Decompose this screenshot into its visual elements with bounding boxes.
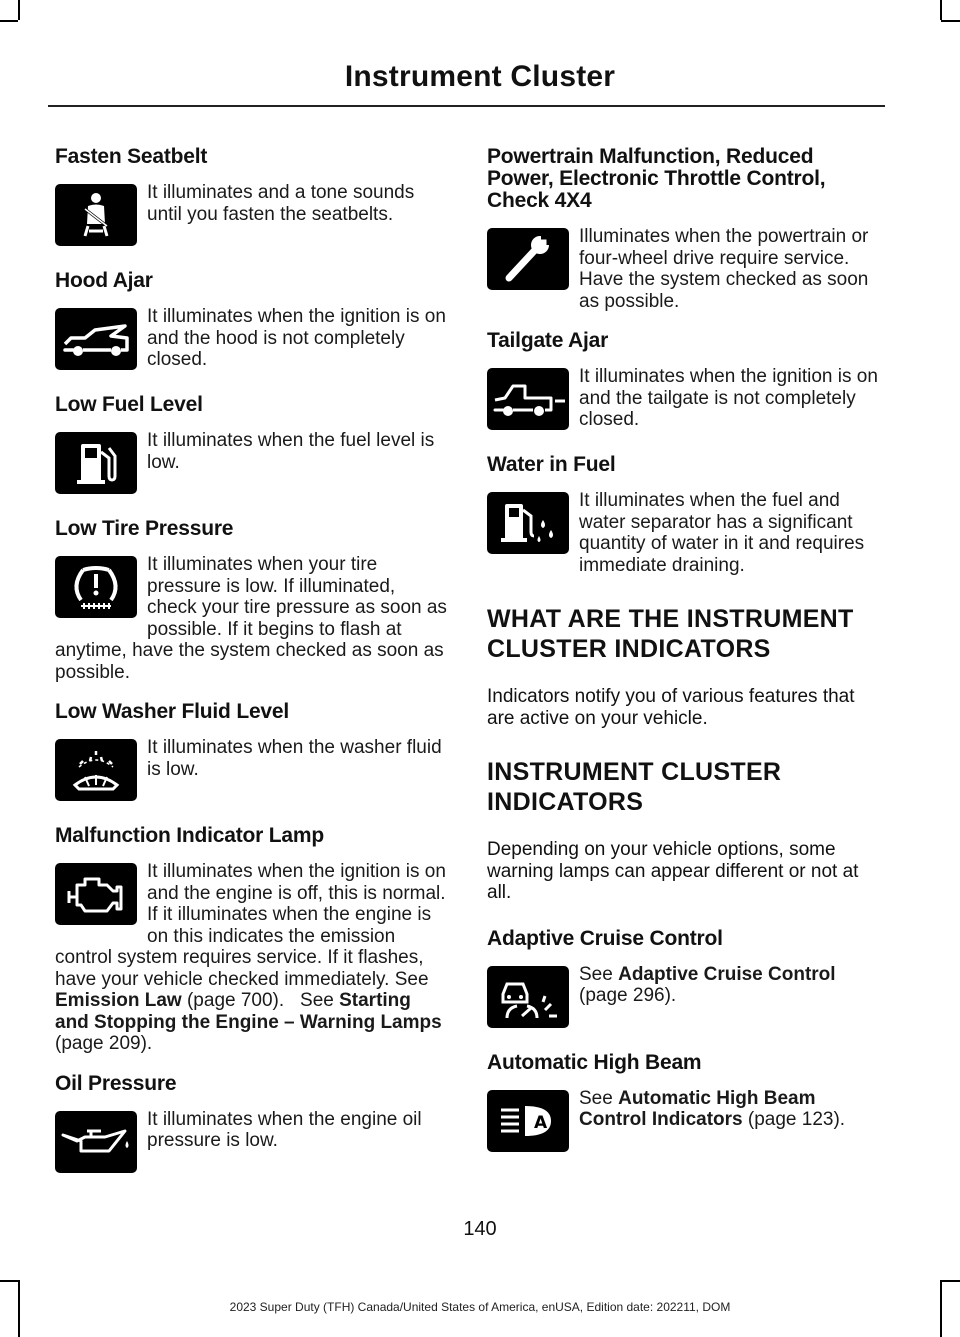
entry-title: Fasten Seatbelt bbox=[55, 145, 208, 168]
entry-title: Oil Pressure bbox=[55, 1071, 177, 1095]
crop-mark bbox=[0, 1280, 18, 1282]
warning-entry-low-tire-pressure bbox=[55, 518, 447, 683]
water-in-fuel-icon bbox=[487, 492, 569, 554]
section-heading: INSTRUMENT CLUSTER INDICATORS bbox=[487, 758, 782, 816]
entry-title: Low Tire Pressure bbox=[55, 517, 234, 540]
entry-text: It illuminates when the ignition is on and the tailgate is not completely closed. bbox=[579, 366, 878, 430]
cross-reference-link[interactable]: Automatic High Beam Control Indicators bbox=[579, 1087, 816, 1130]
crop-mark bbox=[18, 0, 20, 20]
page-header-title: Instrument Cluster bbox=[344, 60, 616, 93]
section-heading: WHAT ARE THE INSTRUMENT CLUSTER INDICATORS bbox=[487, 605, 854, 663]
header-divider bbox=[48, 105, 885, 107]
page-reference: (page 700). bbox=[186, 990, 285, 1011]
entry-text-main: It illuminates when the ignition is on and the engine is off, this is normal. If it illuminates when the engine is on this indicates the emission control system requires service. If it flashes, have your vehicle checked immediately. bbox=[55, 861, 446, 990]
cross-reference-link[interactable]: Emission Law bbox=[55, 990, 182, 1011]
washer-fluid-icon bbox=[55, 739, 137, 801]
warning-entry-powertrain-malfunction bbox=[487, 146, 879, 312]
crop-mark bbox=[0, 20, 18, 22]
left-column bbox=[55, 146, 447, 1197]
entry-title: Low Fuel Level bbox=[55, 393, 203, 416]
tailgate-ajar-icon bbox=[487, 368, 569, 430]
fuel-pump-icon bbox=[55, 432, 137, 494]
entry-text: It illuminates when the engine oil pressure is low. bbox=[147, 1108, 422, 1151]
warning-entry-tailgate-ajar bbox=[487, 330, 879, 436]
page-reference: (page 123). bbox=[747, 1109, 846, 1130]
section-paragraph: Depending on your vehicle options, some warning lamps can appear different or not at all. bbox=[487, 839, 859, 903]
page-reference: (page 209). bbox=[55, 1033, 153, 1054]
entry-title: Malfunction Indicator Lamp bbox=[55, 824, 324, 847]
entry-title: Water in Fuel bbox=[487, 453, 616, 476]
entry-title: Automatic High Beam bbox=[487, 1050, 702, 1074]
entry-text: It illuminates when the fuel level is low. bbox=[147, 430, 435, 473]
entry-title: Adaptive Cruise Control bbox=[487, 926, 723, 950]
entry-text: Illuminates when the powertrain or four-wheel drive require service. Have the system checked as soon as possible. bbox=[579, 226, 869, 312]
crop-mark bbox=[941, 1280, 960, 1282]
entry-text: It illuminates and a tone sounds until you fasten the seatbelts. bbox=[147, 182, 415, 225]
seatbelt-icon bbox=[55, 184, 137, 246]
page-footer: 2023 Super Duty (TFH) Canada/United States of America, enUSA, Edition date: 202211, DOM bbox=[229, 1300, 731, 1314]
crop-mark bbox=[941, 20, 960, 22]
entry-title: Low Washer Fluid Level bbox=[55, 700, 290, 723]
cross-reference-link[interactable]: Adaptive Cruise Control bbox=[618, 963, 836, 985]
engine-icon bbox=[55, 863, 137, 925]
hood-ajar-icon bbox=[55, 308, 137, 370]
see-label: See bbox=[300, 990, 334, 1011]
tire-pressure-icon bbox=[55, 556, 137, 618]
entry-title: Tailgate Ajar bbox=[487, 329, 609, 352]
see-label: See bbox=[579, 963, 613, 985]
entry-text: It illuminates when your tire pressure is low. If illuminated, check your tire pressure as soon as possible. If it begins to flash at anytime, have the system checked as soon as possible. bbox=[55, 554, 447, 683]
entry-text: It illuminates when the washer fluid is low. bbox=[147, 737, 442, 780]
entry-text: It illuminates when the ignition is on and the hood is not completely closed. bbox=[147, 306, 446, 370]
warning-entry-low-washer-fluid bbox=[55, 701, 447, 807]
warning-entry-oil-pressure bbox=[55, 1073, 447, 1179]
indicator-entry-auto-high-beam bbox=[487, 1052, 879, 1158]
oil-can-icon bbox=[55, 1111, 137, 1173]
adaptive-cruise-icon bbox=[487, 966, 569, 1028]
entry-title: Powertrain Malfunction, Reduced Power, Electronic Throttle Control, Check 4X4 bbox=[487, 145, 826, 212]
see-label: See bbox=[579, 1087, 613, 1109]
crop-mark bbox=[940, 0, 942, 20]
warning-entry-fasten-seatbelt bbox=[55, 146, 447, 252]
svg-text:A: A bbox=[534, 1112, 548, 1133]
warning-entry-water-in-fuel bbox=[487, 454, 879, 576]
indicator-entry-adaptive-cruise bbox=[487, 928, 879, 1034]
entry-title: Hood Ajar bbox=[55, 269, 153, 292]
cross-reference-link[interactable]: Starting and Stopping the Engine – Warning Lamps bbox=[55, 990, 442, 1033]
warning-entry-low-fuel bbox=[55, 394, 447, 500]
warning-entry-malfunction-indicator bbox=[55, 825, 447, 1055]
page-number: 140 bbox=[463, 1218, 497, 1240]
see-label: See bbox=[394, 968, 429, 990]
page-reference: (page 296). bbox=[579, 985, 677, 1006]
right-column bbox=[487, 146, 879, 1176]
warning-entry-hood-ajar bbox=[55, 270, 447, 376]
wrench-icon bbox=[487, 228, 569, 290]
auto-high-beam-icon bbox=[487, 1090, 569, 1152]
section-paragraph: Indicators notify you of various features that are active on your vehicle. bbox=[487, 686, 855, 729]
entry-text: It illuminates when the fuel and water separator has a significant quantity of water in it and requires immediate draining. bbox=[579, 490, 865, 576]
